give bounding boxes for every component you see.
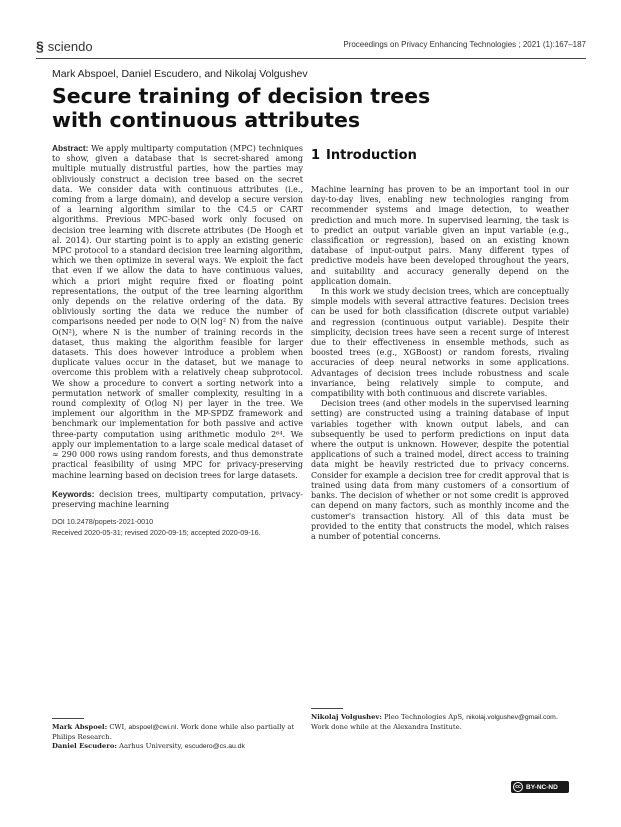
footnote-name: Mark Abspoel:: [52, 723, 108, 731]
author-list: Mark Abspoel, Daniel Escudero, and Nikolaj Volgushev: [52, 68, 308, 80]
footnote-rule: [311, 708, 343, 709]
sciendo-s-logo-icon: §: [36, 38, 44, 54]
right-column: [311, 148, 569, 542]
section-number: 1: [311, 148, 321, 163]
doi: DOI 10.2478/popets-2021-0010: [52, 517, 154, 527]
intro-paragraph: Machine learning has proven to be an important tool in our day-to-day lives, enabling new technologies ranging from recommender systems and image detection, to weather prediction and much more. In supervised learning, the task is to predict an output variable given an input variable (e.g., classification or regression), based on an existing known database of input-output pairs. Many different types of predictive models have been developed throughout the years, and suitability and accuracy generally depend on the application domain.: [311, 185, 569, 286]
footnote-email: abspoel@cwi.nl: [128, 724, 177, 731]
footnote: [311, 713, 569, 732]
footnote-rule: [52, 718, 84, 719]
intro-paragraph: In this work we study decision trees, which are conceptually simple models with several attractive features. Decision trees can be used for both classification (discrete output variable) and regression (continuous output variable). Despite their simplicity, decision trees have seen a recent surge of interest due to their effectiveness in ensemble methods, such as boosted trees (e.g., XGBoost) or random forests, rivaling accuracies of deep neural networks in some applications. Advantages of decision trees include robustness and scale invariance, being relatively simple to compute, and compatibility with both continuous and discrete variables.: [311, 287, 569, 399]
footnote-text: CWI,: [109, 723, 127, 731]
header-rule: [36, 58, 586, 59]
license-text: BY-NC-ND: [526, 783, 558, 791]
footnote-rest: . Work done while at the Alexandra Institute.: [311, 713, 559, 731]
footnote-email: nikolaj.volgushev@gmail.com: [466, 714, 556, 721]
creative-commons-icon: cc: [513, 782, 523, 792]
footnote-rest: . Work done while also partially at Philips Research.: [52, 723, 295, 741]
abstract-label: Abstract:: [52, 143, 89, 153]
received-dates: Received 2020-05-31; revised 2020-09-15; accepted 2020-09-16.: [52, 528, 261, 538]
keywords-label: Keywords:: [52, 488, 95, 499]
footnote-name: Daniel Escudero:: [52, 742, 117, 750]
footnote: [52, 723, 303, 742]
left-column: [52, 143, 303, 538]
footnote: [52, 742, 303, 752]
keywords-text: decision trees, multiparty computation, privacy-preserving machine learning: [52, 489, 304, 509]
footnote-name: Nikolaj Volgushev:: [311, 713, 382, 721]
license-badge[interactable]: [511, 781, 569, 793]
paper-title: Secure training of decision trees with continuous attributes: [52, 84, 431, 132]
abstract-text: We apply multiparty computation (MPC) techniques to show, given a database that is secret-shared among multiple mutually distrustful parties, how the parties may obliviously construct a decision tree based on the secret data. We consider data with continuous attributes (i.e., coming from a large domain), and develop a secure version of a learning algorithm similar to the C4.5 or CART algorithms. Previous MPC-based work only focused on decision tree learning with discrete attributes (De Hoogh et al. 2014). Our starting point is to apply an existing generic MPC protocol to a standard decision tree learning algorithm, which we then optimize in several ways. We exploit the fact that even if we allow the data to have continuous values, which a priori might require fixed or floating point representations, the output of the tree learning algorithm only depends on the relative ordering of the data. By obliviously sorting the data we reduce the number of comparisons needed per node to O(N log² N) from the naive O(N²), where N is the number of training records in the dataset, thus making the algorithm feasible for larger datasets. This does however introduce a problem when duplicate values occur in the dataset, but we manage to overcome this problem with a relatively cheap subprotocol. We show a procedure to convert a sorting network into a permutation network of smaller complexity, resulting in a round complexity of O(log N) per layer in the tree. We implement our algorithm in the MP-SPDZ framework and benchmark our implementation for both passive and active three-party computation using arithmetic modulo 2⁶⁴. We apply our implementation to a large scale medical dataset of ≈ 290 000 rows using random forests, and thus demonstrate practical feasibility of using MPC for privacy-preserving machine learning based on decision trees for large datasets.: [52, 144, 304, 480]
journal-citation: Proceedings on Privacy Enhancing Technologies ; 2021 (1):167–187: [343, 40, 586, 49]
footnote-text: Pleo Technologies ApS,: [384, 713, 465, 721]
section-heading: [311, 148, 569, 163]
footnote-text: Aarhus University,: [119, 742, 183, 750]
intro-paragraph: Decision trees (and other models in the supervised learning setting) are constructed using a training database of input variables together with known output labels, and can subsequently be used to perform predictions on input data where the output is unknown. However, despite the potential applications of such a trained model, direct access to training data might be heavily restricted due to privacy concerns. Consider for example a decision tree for credit approval that is trained using data from many customers of a consortium of banks. The decision of whether or not some credit is approved can depend on many factors, such as monthly income and the customer's transaction history. All of this data must be provided to the entity that constructs the model, which raises a number of potential concerns.: [311, 399, 569, 541]
abstract: [52, 143, 303, 481]
section-title: Introduction: [326, 148, 417, 163]
footnotes-left: [52, 723, 303, 752]
footnotes-right: [311, 713, 569, 732]
keywords: [52, 489, 303, 510]
footnote-email: escudero@cs.au.dk: [184, 743, 245, 750]
logo-text: sciendo: [47, 38, 93, 54]
page-header: [36, 38, 586, 54]
publisher-logo: [36, 38, 93, 54]
